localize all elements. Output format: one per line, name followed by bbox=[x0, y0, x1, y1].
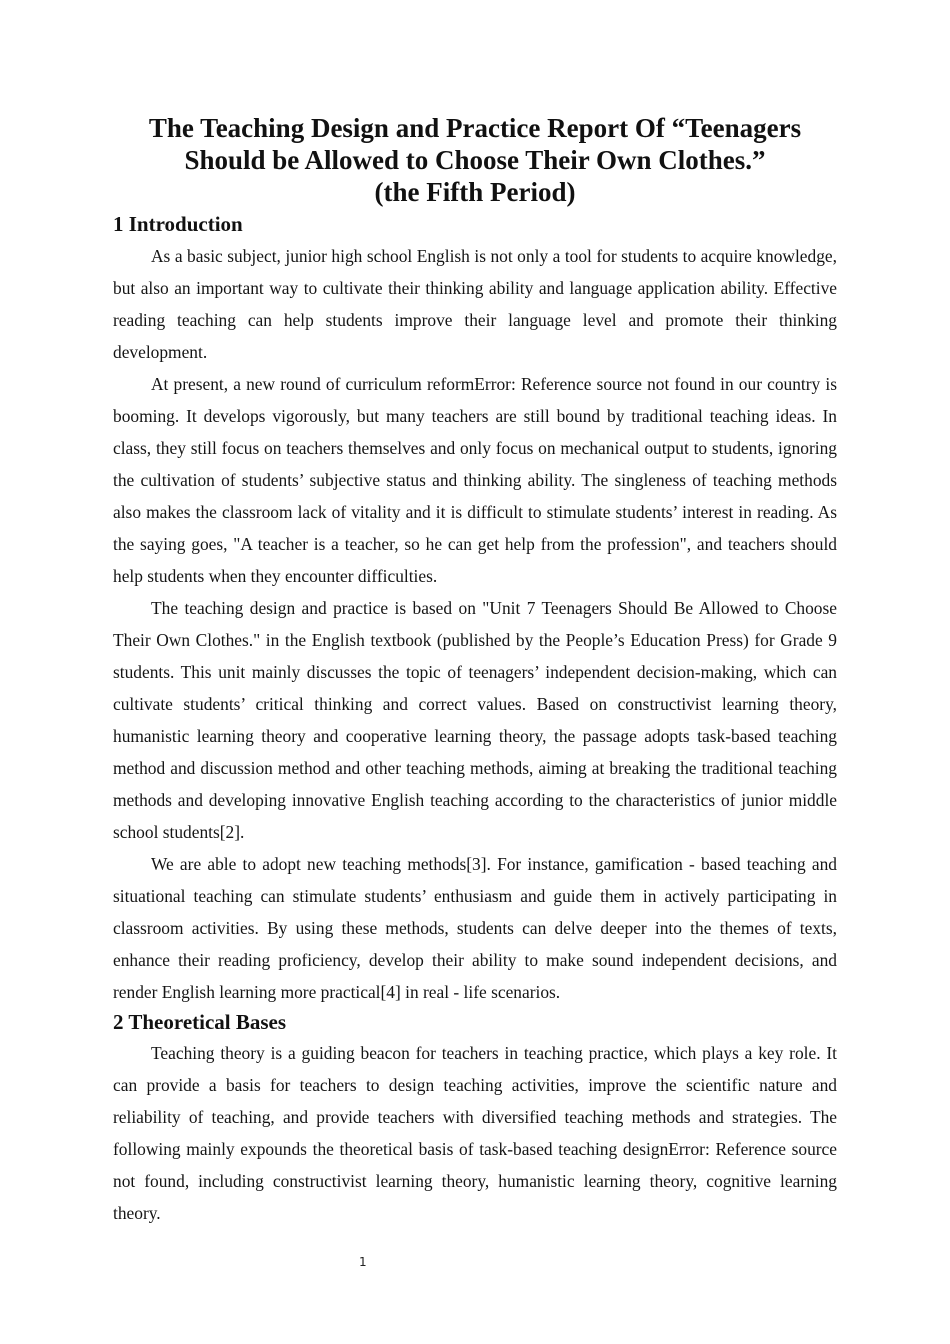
document-page bbox=[113, 112, 837, 1229]
section-theoretical-bases bbox=[113, 1008, 837, 1229]
section-heading: 1 Introduction bbox=[113, 212, 243, 236]
section-introduction bbox=[113, 210, 837, 1008]
title-line-3: (the Fifth Period) bbox=[374, 177, 576, 207]
paragraph: The teaching design and practice is based on "Unit 7 Teenagers Should Be Allowed to Choose Their Own Clothes." in the English textbook (published by the People’s Education Press) for Grade 9 students. This unit mainly discusses the topic of teenagers’ independent decision-making, which can cultivate students’ critical thinking and correct values. Based on constructivist learning theory, humanistic learning theory and cooperative learning theory, the passage adopts task-based teaching method and discussion method and other teaching methods, aiming at breaking the traditional teaching methods and developing innovative English teaching according to the characteristics of junior middle school students[2]. bbox=[113, 598, 837, 842]
paragraph: We are able to adopt new teaching methods[3]. For instance, gamification - based teaching and situational teaching can stimulate students’ enthusiasm and guide them in actively participating in classroom activities. By using these methods, students can delve deeper into the themes of texts, enhance their reading proficiency, develop their ability to make sound independent decisions, and render English learning more practical[4] in real - life scenarios. bbox=[113, 854, 837, 1002]
document-title bbox=[113, 112, 837, 208]
paragraph: As a basic subject, junior high school English is not only a tool for students to acquire knowledge, but also an important way to cultivate their thinking ability and language application ability. Effective reading teaching can help students improve their language level and promote their thinking development. bbox=[113, 246, 837, 362]
title-line-2: Should be Allowed to Choose Their Own Clothes.” bbox=[184, 145, 766, 175]
paragraph: Teaching theory is a guiding beacon for teachers in teaching practice, which plays a key role. It can provide a basis for teachers to design teaching activities, improve the scientific nature and reliability of teaching, and provide teachers with diversified teaching methods and strategies. The following mainly expounds the theoretical basis of task-based teaching designError: Reference source not found, including constructivist learning theory, humanistic learning theory, cognitive learning theory. bbox=[113, 1043, 837, 1223]
title-line-1: The Teaching Design and Practice Report Of “Teenagers bbox=[148, 113, 802, 143]
section-heading: 2 Theoretical Bases bbox=[113, 1010, 287, 1034]
page-number: 1 bbox=[359, 1255, 367, 1269]
paragraph: At present, a new round of curriculum reformError: Reference source not found in our country is booming. It develops vigorously, but many teachers are still bound by traditional teaching ideas. In class, they still focus on teachers themselves and only focus on mechanical output to students, ignoring the cultivation of students’ subjective status and thinking ability. The singleness of teaching methods also makes the classroom lack of vitality and it is difficult to stimulate students’ interest in reading. As the saying goes, "A teacher is a teacher, so he can get help from the profession", and teachers should help students when they encounter difficulties. bbox=[113, 374, 837, 586]
